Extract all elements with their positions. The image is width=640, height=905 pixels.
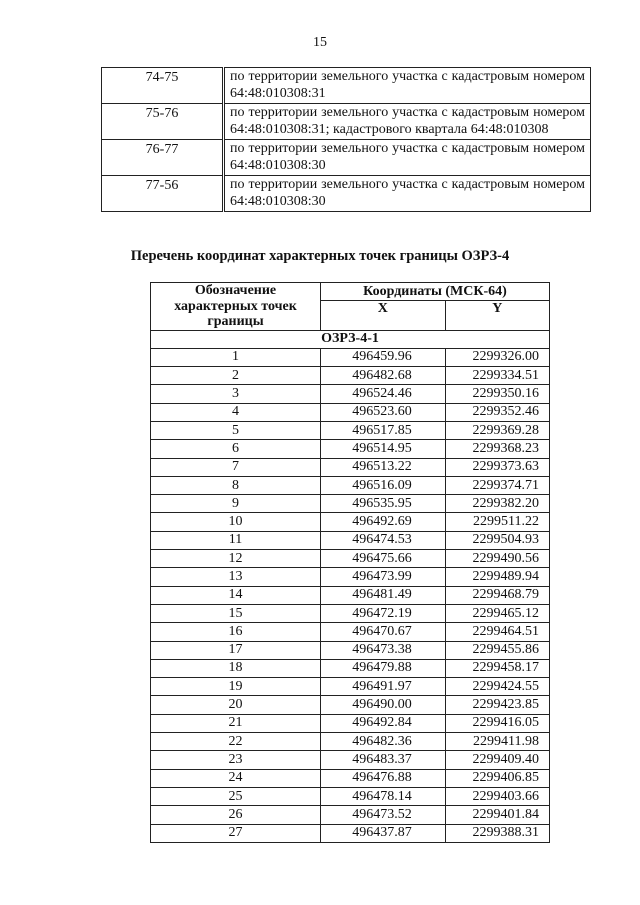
table-row [151, 751, 550, 769]
segment-description: по территории земельного участка с кадастровым номером 64:48:010308:30 [224, 140, 591, 176]
point-number: 18 [151, 659, 321, 677]
coordinate-y: 2299352.46 [445, 403, 549, 421]
point-number: 10 [151, 513, 321, 531]
coordinate-x: 496481.49 [321, 586, 446, 604]
coordinate-y: 2299368.23 [445, 440, 549, 458]
coordinate-y: 2299455.86 [445, 641, 549, 659]
coordinate-y: 2299504.93 [445, 531, 549, 549]
table-header-row [151, 283, 550, 301]
table-row [151, 476, 550, 494]
table-row [151, 769, 550, 787]
coordinate-x: 496478.14 [321, 787, 446, 805]
coordinate-x: 496475.66 [321, 550, 446, 568]
table-row [151, 787, 550, 805]
coordinate-x: 496517.85 [321, 421, 446, 439]
coordinate-y: 2299374.71 [445, 476, 549, 494]
point-number: 2 [151, 367, 321, 385]
coordinate-x: 496473.52 [321, 806, 446, 824]
point-number: 12 [151, 550, 321, 568]
coordinate-x: 496473.99 [321, 568, 446, 586]
table-row [151, 733, 550, 751]
point-number: 14 [151, 586, 321, 604]
header-y: Y [445, 301, 549, 330]
coordinate-x: 496473.38 [321, 641, 446, 659]
segment-label: 75-76 [102, 104, 224, 140]
coordinate-x: 496490.00 [321, 696, 446, 714]
point-number: 17 [151, 641, 321, 659]
coordinate-x: 496482.68 [321, 367, 446, 385]
coordinate-x: 496437.87 [321, 824, 446, 842]
table-row [151, 586, 550, 604]
coordinate-x: 496514.95 [321, 440, 446, 458]
table-row [151, 623, 550, 641]
table-row [151, 513, 550, 531]
table-row [151, 440, 550, 458]
coordinate-y: 2299468.79 [445, 586, 549, 604]
coordinate-y: 2299424.55 [445, 678, 549, 696]
page-number: 15 [313, 35, 327, 50]
table-row [151, 385, 550, 403]
coordinate-y: 2299489.94 [445, 568, 549, 586]
table-row [151, 824, 550, 842]
section-title: Перечень координат характерных точек границы ОЗРЗ-4 [130, 248, 510, 264]
coordinate-y: 2299511.22 [445, 513, 549, 531]
point-number: 6 [151, 440, 321, 458]
coordinate-x: 496524.46 [321, 385, 446, 403]
point-number: 26 [151, 806, 321, 824]
coordinate-y: 2299373.63 [445, 458, 549, 476]
coordinate-y: 2299423.85 [445, 696, 549, 714]
coordinate-x: 496472.19 [321, 604, 446, 622]
table-row [102, 68, 591, 104]
table-row [102, 104, 591, 140]
coordinate-y: 2299401.84 [445, 806, 549, 824]
point-number: 3 [151, 385, 321, 403]
coordinate-x: 496483.37 [321, 751, 446, 769]
coordinates-body [151, 330, 550, 842]
point-number: 4 [151, 403, 321, 421]
coordinate-x: 496470.67 [321, 623, 446, 641]
coordinate-x: 496492.69 [321, 513, 446, 531]
coordinate-y: 2299326.00 [445, 348, 549, 366]
point-number: 7 [151, 458, 321, 476]
coordinate-x: 496476.88 [321, 769, 446, 787]
table-row [151, 421, 550, 439]
coordinates-table [150, 282, 550, 843]
table-row [151, 714, 550, 732]
header-coordinates: Координаты (МСК-64) [321, 283, 550, 301]
coordinate-x: 496474.53 [321, 531, 446, 549]
table-row [151, 458, 550, 476]
coordinate-x: 496535.95 [321, 495, 446, 513]
coordinate-x: 496492.84 [321, 714, 446, 732]
segment-description: по территории земельного участка с кадастровым номером 64:48:010308:31; кадастрового квартала 64:48:010308 [224, 104, 591, 140]
coordinate-y: 2299458.17 [445, 659, 549, 677]
coordinate-x: 496482.36 [321, 733, 446, 751]
point-number: 15 [151, 604, 321, 622]
segment-label: 77-56 [102, 176, 224, 212]
table-row [151, 348, 550, 366]
point-number: 9 [151, 495, 321, 513]
coordinate-x: 496479.88 [321, 659, 446, 677]
table-row [151, 495, 550, 513]
coordinate-x: 496513.22 [321, 458, 446, 476]
point-number: 22 [151, 733, 321, 751]
header-x: X [321, 301, 446, 330]
point-number: 21 [151, 714, 321, 732]
segment-label: 76-77 [102, 140, 224, 176]
table-row [151, 678, 550, 696]
table-row [151, 403, 550, 421]
point-number: 19 [151, 678, 321, 696]
table-row [102, 176, 591, 212]
coordinate-x: 496491.97 [321, 678, 446, 696]
table-row [151, 568, 550, 586]
point-number: 23 [151, 751, 321, 769]
coordinate-y: 2299369.28 [445, 421, 549, 439]
point-number: 13 [151, 568, 321, 586]
coordinate-y: 2299409.40 [445, 751, 549, 769]
coordinate-y: 2299464.51 [445, 623, 549, 641]
table-row [151, 550, 550, 568]
point-number: 11 [151, 531, 321, 549]
table-row [151, 604, 550, 622]
table-row [102, 140, 591, 176]
coordinate-y: 2299416.05 [445, 714, 549, 732]
segment-description: по территории земельного участка с кадастровым номером 64:48:010308:31 [224, 68, 591, 104]
point-number: 16 [151, 623, 321, 641]
table-row [151, 367, 550, 385]
subsection-title: ОЗРЗ-4-1 [151, 330, 550, 348]
coordinate-y: 2299490.56 [445, 550, 549, 568]
point-number: 24 [151, 769, 321, 787]
point-number: 27 [151, 824, 321, 842]
table-row [151, 641, 550, 659]
table-row [151, 806, 550, 824]
coordinate-x: 496516.09 [321, 476, 446, 494]
subsection-row [151, 330, 550, 348]
coordinate-y: 2299350.16 [445, 385, 549, 403]
point-number: 20 [151, 696, 321, 714]
point-number: 25 [151, 787, 321, 805]
point-number: 8 [151, 476, 321, 494]
coordinate-y: 2299382.20 [445, 495, 549, 513]
table-row [151, 696, 550, 714]
coordinate-x: 496459.96 [321, 348, 446, 366]
coordinate-y: 2299403.66 [445, 787, 549, 805]
table-row [151, 531, 550, 549]
coordinate-x: 496523.60 [321, 403, 446, 421]
header-designation: Обозначение характерных точек границы [151, 283, 321, 331]
coordinate-y: 2299388.31 [445, 824, 549, 842]
coordinate-y: 2299465.12 [445, 604, 549, 622]
coordinate-y: 2299411.98 [445, 733, 549, 751]
point-number: 5 [151, 421, 321, 439]
boundary-segments-table [101, 67, 591, 212]
coordinate-y: 2299334.51 [445, 367, 549, 385]
coordinate-y: 2299406.85 [445, 769, 549, 787]
segment-label: 74-75 [102, 68, 224, 104]
point-number: 1 [151, 348, 321, 366]
segment-description: по территории земельного участка с кадастровым номером 64:48:010308:30 [224, 176, 591, 212]
table-row [151, 659, 550, 677]
